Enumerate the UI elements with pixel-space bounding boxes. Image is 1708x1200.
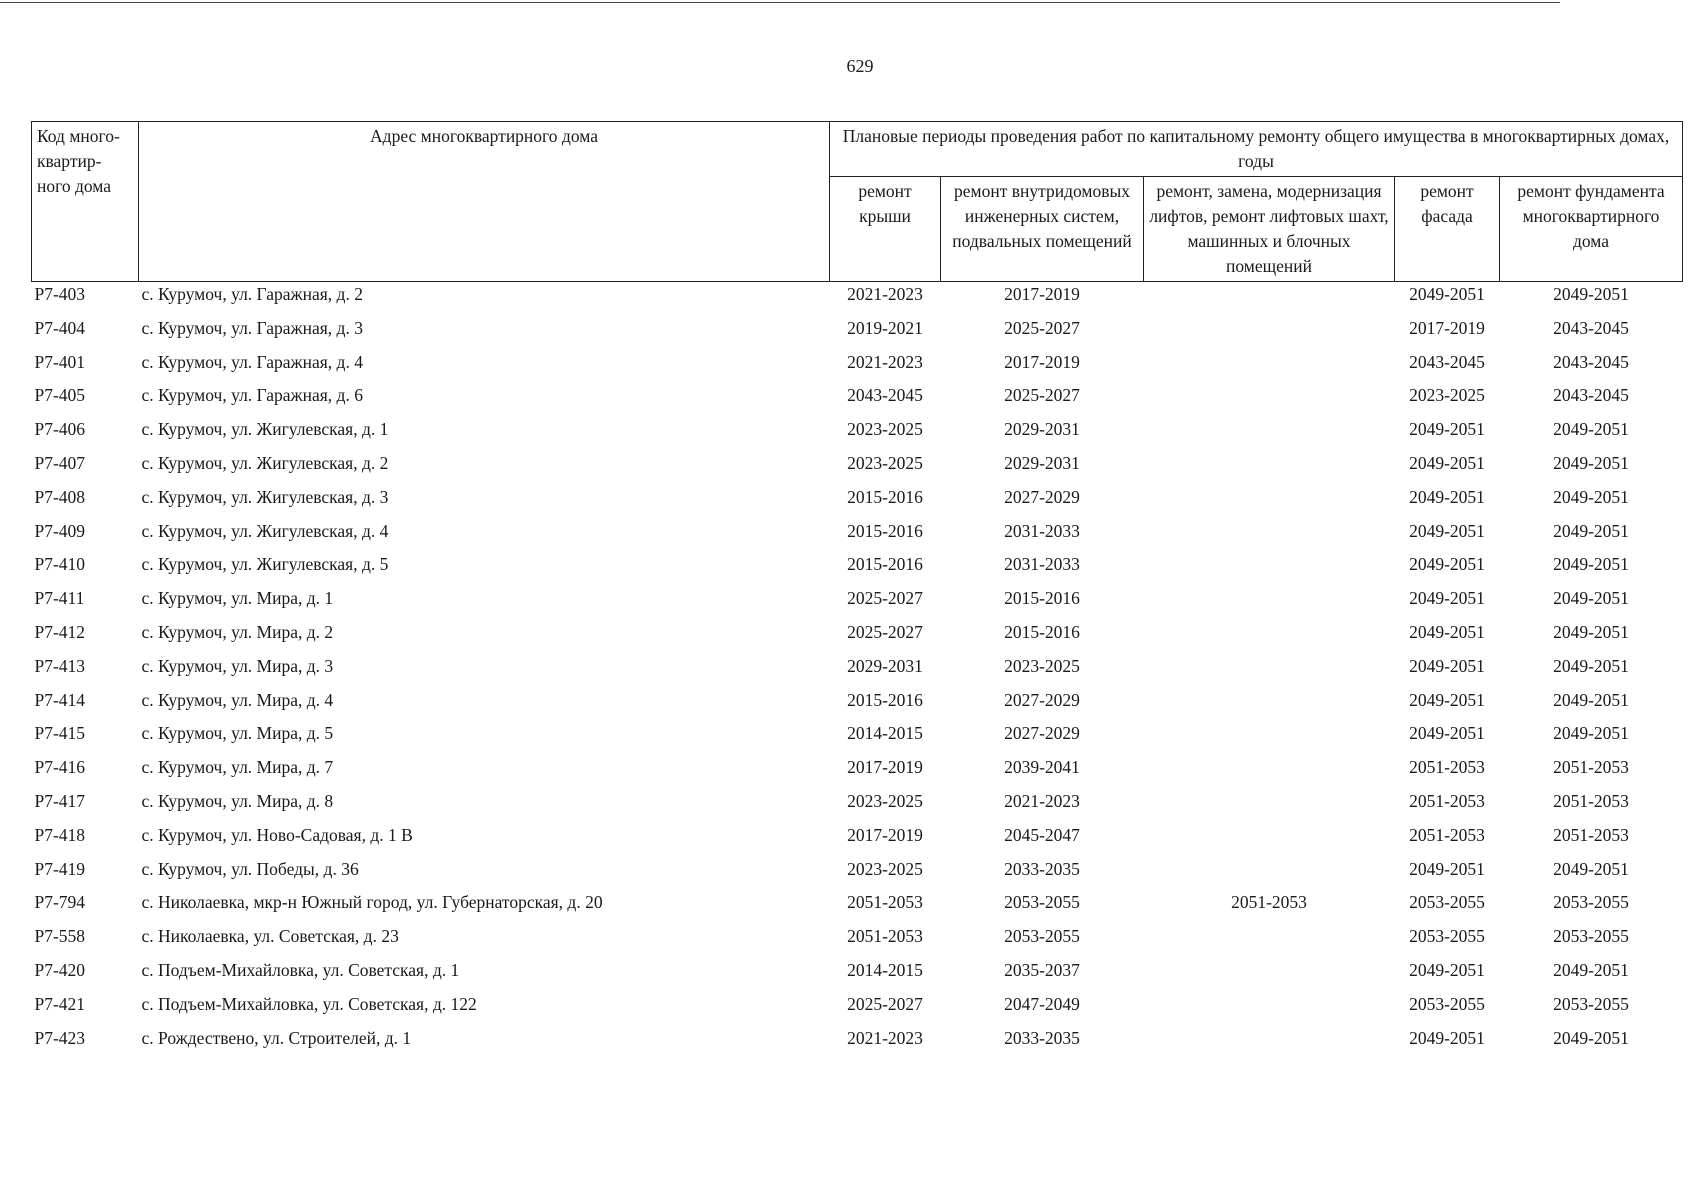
cell-foundation: 2051-2053 [1553, 824, 1629, 845]
header-code: Код много-квартир-ного дома [32, 122, 139, 282]
table-row [32, 350, 1683, 384]
cell-facade: 2049-2051 [1409, 284, 1485, 304]
cell-roof: 2023-2025 [847, 858, 923, 879]
cell-address: с. Курумоч, ул. Гаражная, д. 6 [141, 385, 363, 406]
cell-foundation: 2049-2051 [1553, 959, 1629, 980]
cell-lifts [1144, 688, 1395, 722]
cell-code: Р7-404 [34, 317, 86, 338]
table-row [32, 282, 1683, 316]
cell-foundation: 2049-2051 [1553, 1027, 1629, 1048]
cell-engineering: 2017-2019 [1004, 351, 1080, 372]
cell-code: Р7-401 [34, 351, 86, 372]
cell-address: с. Курумоч, ул. Мира, д. 4 [141, 689, 334, 710]
cell-foundation: 2051-2053 [1553, 790, 1629, 811]
table-row [32, 451, 1683, 485]
cell-code: Р7-417 [34, 790, 86, 811]
cell-engineering: 2025-2027 [1004, 317, 1080, 338]
table-row [32, 519, 1683, 553]
cell-foundation: 2049-2051 [1553, 554, 1629, 575]
header-engineering: ремонт внутридомовых инженерных систем, подвальных помещений [941, 177, 1144, 282]
cell-code: Р7-403 [34, 284, 86, 304]
cell-lifts [1144, 823, 1395, 857]
cell-code: Р7-413 [34, 655, 86, 676]
cell-foundation: 2053-2055 [1553, 993, 1629, 1014]
cell-engineering: 2029-2031 [1004, 452, 1080, 473]
header-foundation: ремонт фундамента многоквартирного дома [1500, 177, 1683, 282]
cell-code: Р7-419 [34, 858, 86, 879]
cell-facade: 2049-2051 [1409, 486, 1485, 507]
cell-facade: 2051-2053 [1409, 824, 1485, 845]
cell-code: Р7-418 [34, 824, 86, 845]
table-row [32, 586, 1683, 620]
cell-lifts [1144, 755, 1395, 789]
cell-lifts [1144, 350, 1395, 384]
cell-roof: 2014-2015 [847, 959, 923, 980]
cell-facade: 2049-2051 [1409, 858, 1485, 879]
cell-facade: 2053-2055 [1409, 892, 1485, 913]
table-row [32, 485, 1683, 519]
cell-address: с. Подъем-Михайловка, ул. Советская, д. 1 [141, 959, 460, 980]
cell-lifts [1144, 721, 1395, 755]
cell-lifts [1144, 654, 1395, 688]
cell-engineering: 2047-2049 [1004, 993, 1080, 1014]
table-row [32, 890, 1683, 924]
cell-code: Р7-411 [34, 588, 85, 609]
cell-foundation: 2049-2051 [1553, 655, 1629, 676]
cell-code: Р7-409 [34, 520, 86, 541]
cell-facade: 2023-2025 [1409, 385, 1485, 406]
cell-code: Р7-414 [34, 689, 86, 710]
cell-facade: 2043-2045 [1409, 351, 1485, 372]
cell-address: с. Курумоч, ул. Мира, д. 8 [141, 790, 334, 811]
cell-lifts [1144, 383, 1395, 417]
cell-code: Р7-415 [34, 723, 86, 744]
cell-foundation: 2043-2045 [1553, 385, 1629, 406]
cell-facade: 2049-2051 [1409, 452, 1485, 473]
cell-roof: 2023-2025 [847, 790, 923, 811]
cell-lifts [1144, 552, 1395, 586]
cell-roof: 2029-2031 [847, 655, 923, 676]
cell-foundation: 2049-2051 [1553, 520, 1629, 541]
table-row [32, 992, 1683, 1026]
cell-facade: 2049-2051 [1409, 1027, 1485, 1048]
cell-engineering: 2045-2047 [1004, 824, 1080, 845]
table-row [32, 383, 1683, 417]
cell-address: с. Рождествено, ул. Строителей, д. 1 [141, 1027, 412, 1048]
cell-engineering: 2053-2055 [1004, 892, 1080, 913]
cell-engineering: 2053-2055 [1004, 926, 1080, 947]
cell-foundation: 2053-2055 [1553, 892, 1629, 913]
cell-facade: 2049-2051 [1409, 554, 1485, 575]
cell-roof: 2025-2027 [847, 621, 923, 642]
cell-code: Р7-412 [34, 621, 86, 642]
cell-engineering: 2031-2033 [1004, 520, 1080, 541]
cell-facade: 2051-2053 [1409, 757, 1485, 778]
table-row [32, 755, 1683, 789]
cell-roof: 2017-2019 [847, 824, 923, 845]
page-number: 629 [846, 56, 874, 76]
cell-roof: 2015-2016 [847, 520, 923, 541]
cell-address: с. Курумоч, ул. Гаражная, д. 3 [141, 317, 363, 338]
cell-facade: 2053-2055 [1409, 926, 1485, 947]
cell-code: Р7-406 [34, 419, 86, 440]
cell-foundation: 2049-2051 [1553, 621, 1629, 642]
cell-roof: 2021-2023 [847, 284, 923, 304]
cell-code: Р7-407 [34, 452, 86, 473]
cell-roof: 2015-2016 [847, 554, 923, 575]
cell-engineering: 2025-2027 [1004, 385, 1080, 406]
cell-foundation: 2049-2051 [1553, 858, 1629, 879]
cell-roof: 2017-2019 [847, 757, 923, 778]
cell-engineering: 2033-2035 [1004, 1027, 1080, 1048]
cell-facade: 2049-2051 [1409, 655, 1485, 676]
cell-code: Р7-421 [34, 993, 86, 1014]
top-rule [0, 2, 1560, 3]
cell-foundation: 2049-2051 [1553, 284, 1629, 304]
cell-engineering: 2035-2037 [1004, 959, 1080, 980]
cell-code: Р7-408 [34, 486, 86, 507]
table-row [32, 688, 1683, 722]
cell-address: с. Николаевка, мкр-н Южный город, ул. Губернаторская, д. 20 [141, 892, 603, 913]
cell-lifts [1144, 417, 1395, 451]
cell-foundation: 2049-2051 [1553, 486, 1629, 507]
header-facade: ремонт фасада [1395, 177, 1500, 282]
cell-lifts [1144, 316, 1395, 350]
cell-lifts [1144, 282, 1395, 316]
table-row [32, 654, 1683, 688]
cell-lifts: 2051-2053 [1231, 892, 1307, 913]
cell-lifts [1144, 789, 1395, 823]
cell-roof: 2023-2025 [847, 419, 923, 440]
cell-roof: 2051-2053 [847, 892, 923, 913]
cell-foundation: 2049-2051 [1553, 723, 1629, 744]
cell-lifts [1144, 586, 1395, 620]
table-row [32, 316, 1683, 350]
cell-facade: 2049-2051 [1409, 520, 1485, 541]
cell-roof: 2025-2027 [847, 588, 923, 609]
header-lifts: ремонт, замена, модернизация лифтов, ремонт лифтовых шахт, машинных и блочных помещений [1144, 177, 1395, 282]
cell-address: с. Курумоч, ул. Мира, д. 2 [141, 621, 334, 642]
table-row [32, 552, 1683, 586]
cell-facade: 2049-2051 [1409, 959, 1485, 980]
cell-address: с. Курумоч, ул. Жигулевская, д. 3 [141, 486, 389, 507]
cell-facade: 2017-2019 [1409, 317, 1485, 338]
header-address: Адрес многоквартирного дома [139, 122, 830, 282]
cell-facade: 2049-2051 [1409, 588, 1485, 609]
cell-engineering: 2027-2029 [1004, 689, 1080, 710]
cell-foundation: 2053-2055 [1553, 926, 1629, 947]
cell-roof: 2051-2053 [847, 926, 923, 947]
cell-lifts [1144, 451, 1395, 485]
table-row [32, 789, 1683, 823]
table-row [32, 857, 1683, 891]
cell-address: с. Курумоч, ул. Победы, д. 36 [141, 858, 359, 879]
cell-address: с. Курумоч, ул. Мира, д. 3 [141, 655, 334, 676]
cell-facade: 2053-2055 [1409, 993, 1485, 1014]
cell-foundation: 2049-2051 [1553, 689, 1629, 710]
cell-engineering: 2031-2033 [1004, 554, 1080, 575]
cell-engineering: 2017-2019 [1004, 284, 1080, 304]
cell-facade: 2049-2051 [1409, 689, 1485, 710]
table-row [32, 924, 1683, 958]
cell-code: Р7-405 [34, 385, 86, 406]
cell-lifts [1144, 924, 1395, 958]
header-periods: Плановые периоды проведения работ по капитальному ремонту общего имущества в многоквартирных домах, годы [830, 122, 1683, 177]
cell-roof: 2014-2015 [847, 723, 923, 744]
cell-address: с. Курумоч, ул. Гаражная, д. 4 [141, 351, 363, 372]
cell-roof: 2043-2045 [847, 385, 923, 406]
cell-engineering: 2015-2016 [1004, 621, 1080, 642]
cell-facade: 2049-2051 [1409, 621, 1485, 642]
table-row [32, 1026, 1683, 1060]
cell-code: Р7-416 [34, 757, 86, 778]
cell-address: с. Подъем-Михайловка, ул. Советская, д. 122 [141, 993, 477, 1014]
cell-engineering: 2027-2029 [1004, 486, 1080, 507]
cell-code: Р7-420 [34, 959, 86, 980]
cell-lifts [1144, 620, 1395, 654]
cell-facade: 2049-2051 [1409, 419, 1485, 440]
cell-address: с. Николаевка, ул. Советская, д. 23 [141, 926, 399, 947]
cell-lifts [1144, 958, 1395, 992]
cell-address: с. Курумоч, ул. Жигулевская, д. 4 [141, 520, 389, 541]
cell-address: с. Курумоч, ул. Ново-Садовая, д. 1 В [141, 824, 413, 845]
cell-foundation: 2051-2053 [1553, 757, 1629, 778]
cell-address: с. Курумоч, ул. Мира, д. 5 [141, 723, 334, 744]
cell-engineering: 2039-2041 [1004, 757, 1080, 778]
cell-address: с. Курумоч, ул. Жигулевская, д. 2 [141, 452, 389, 473]
cell-lifts [1144, 519, 1395, 553]
cell-engineering: 2015-2016 [1004, 588, 1080, 609]
cell-roof: 2025-2027 [847, 993, 923, 1014]
cell-address: с. Курумоч, ул. Жигулевская, д. 1 [141, 419, 389, 440]
cell-roof: 2021-2023 [847, 351, 923, 372]
cell-roof: 2021-2023 [847, 1027, 923, 1048]
header-roof: ремонт крыши [830, 177, 941, 282]
cell-address: с. Курумоч, ул. Жигулевская, д. 5 [141, 554, 389, 575]
table-row [32, 721, 1683, 755]
cell-engineering: 2029-2031 [1004, 419, 1080, 440]
cell-code: Р7-794 [34, 892, 86, 913]
cell-foundation: 2043-2045 [1553, 317, 1629, 338]
cell-foundation: 2043-2045 [1553, 351, 1629, 372]
cell-facade: 2049-2051 [1409, 723, 1485, 744]
cell-engineering: 2023-2025 [1004, 655, 1080, 676]
cell-address: с. Курумоч, ул. Гаражная, д. 2 [141, 284, 363, 304]
table-row [32, 958, 1683, 992]
cell-foundation: 2049-2051 [1553, 588, 1629, 609]
cell-roof: 2023-2025 [847, 452, 923, 473]
cell-roof: 2015-2016 [847, 689, 923, 710]
table-row [32, 823, 1683, 857]
cell-foundation: 2049-2051 [1553, 452, 1629, 473]
capital-repair-table [31, 121, 1683, 1059]
cell-lifts [1144, 1026, 1395, 1060]
cell-facade: 2051-2053 [1409, 790, 1485, 811]
cell-lifts [1144, 857, 1395, 891]
cell-code: Р7-410 [34, 554, 86, 575]
cell-lifts [1144, 485, 1395, 519]
cell-foundation: 2049-2051 [1553, 419, 1629, 440]
cell-roof: 2019-2021 [847, 317, 923, 338]
cell-address: с. Курумоч, ул. Мира, д. 7 [141, 757, 334, 778]
table-row [32, 620, 1683, 654]
cell-engineering: 2021-2023 [1004, 790, 1080, 811]
cell-lifts [1144, 992, 1395, 1026]
cell-code: Р7-423 [34, 1027, 86, 1048]
cell-engineering: 2027-2029 [1004, 723, 1080, 744]
cell-address: с. Курумоч, ул. Мира, д. 1 [141, 588, 334, 609]
cell-code: Р7-558 [34, 926, 86, 947]
cell-engineering: 2033-2035 [1004, 858, 1080, 879]
cell-roof: 2015-2016 [847, 486, 923, 507]
table-row [32, 417, 1683, 451]
